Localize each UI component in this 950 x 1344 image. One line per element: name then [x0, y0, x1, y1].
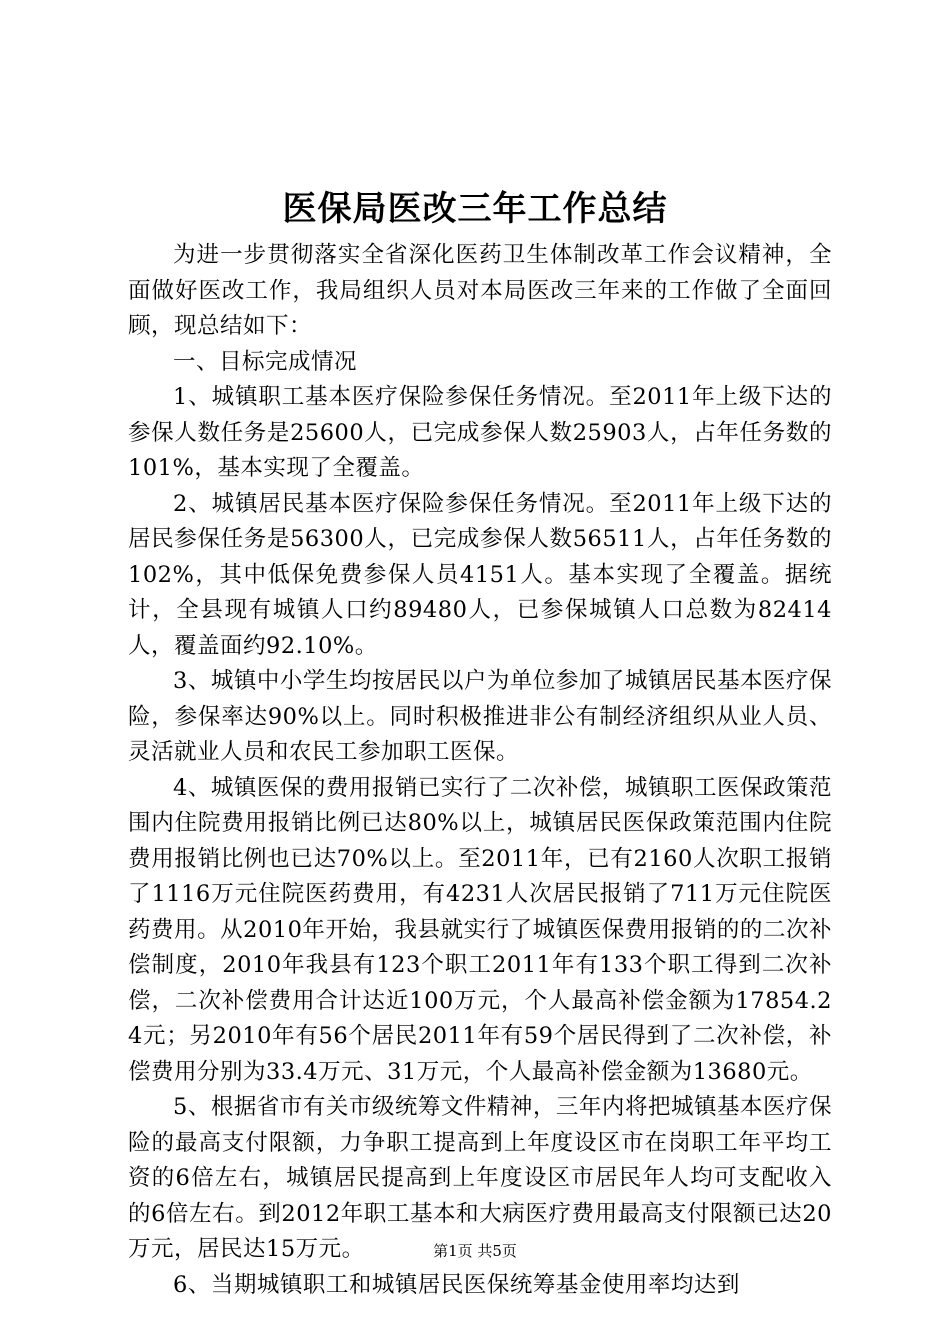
paragraph-item-4: 4、城镇医保的费用报销已实行了二次补偿，城镇职工医保政策范围内住院费用报销比例已达80%以上，城镇居民医保政策范围内住院费用报销比例也已达70%以上。至2011年，已有2160人次职工报销了1116万元住院医药费用，有4231人次居民报销了711万元住院医药费用。从2010年开始，我县就实行了城镇医保费用报销的的二次补偿制度，2010年我县有123个职工2011年有133个职工得到二次补偿，二次补偿费用合计达近100万元，个人最高补偿金额为17854.24元；另2010年有56个居民2011年有59个居民得到了二次补偿，补偿费用分别为33.4万元、31万元，个人最高补偿金额为13680元。 — [128, 774, 832, 1085]
paragraph-item-3: 3、城镇中小学生均按居民以户为单位参加了城镇居民基本医疗保险，参保率达90%以上。同时积极推进非公有制经济组织从业人员、灵活就业人员和农民工参加职工医保。 — [128, 668, 832, 765]
paragraph-item-6: 6、当期城镇职工和城镇居民医保统筹基金使用率均达到 — [173, 1271, 740, 1298]
paragraph-item-2: 2、城镇居民基本医疗保险参保任务情况。至2011年上级下达的居民参保任务是56300人，已完成参保人数56511人，占年任务数的102%，其中低保免费参保人员4151人。基本实现了全覆盖。据统计，全县现有城镇人口约89480人，已参保城镇人口总数为82414人，覆盖面约92.10%。 — [128, 490, 832, 659]
document-body — [128, 238, 832, 1303]
section-heading: 一、目标完成情况 — [173, 348, 358, 375]
intro-paragraph: 为进一步贯彻落实全省深化医药卫生体制改革工作会议精神，全面做好医改工作，我局组织人员对本局医改三年来的工作做了全面回顾，现总结如下： — [128, 242, 832, 339]
paragraph-item-1: 1、城镇职工基本医疗保险参保任务情况。至2011年上级下达的参保人数任务是25600人，已完成参保人数25903人，占年任务数的101%，基本实现了全覆盖。 — [128, 384, 832, 481]
document-title: 医保局医改三年工作总结 — [282, 189, 668, 229]
page-footer: 第1页 共5页 — [433, 1242, 517, 1260]
paragraph-item-5: 5、根据省市有关市级统筹文件精神，三年内将把城镇基本医疗保险的最高支付限额，力争职工提高到上年度设区市在岗职工年平均工资的6倍左右，城镇居民提高到上年度设区市居民年人均可支配收入的6倍左右。到2012年职工基本和大病医疗费用最高支付限额已达20万元，居民达15万元。 — [128, 1094, 832, 1262]
